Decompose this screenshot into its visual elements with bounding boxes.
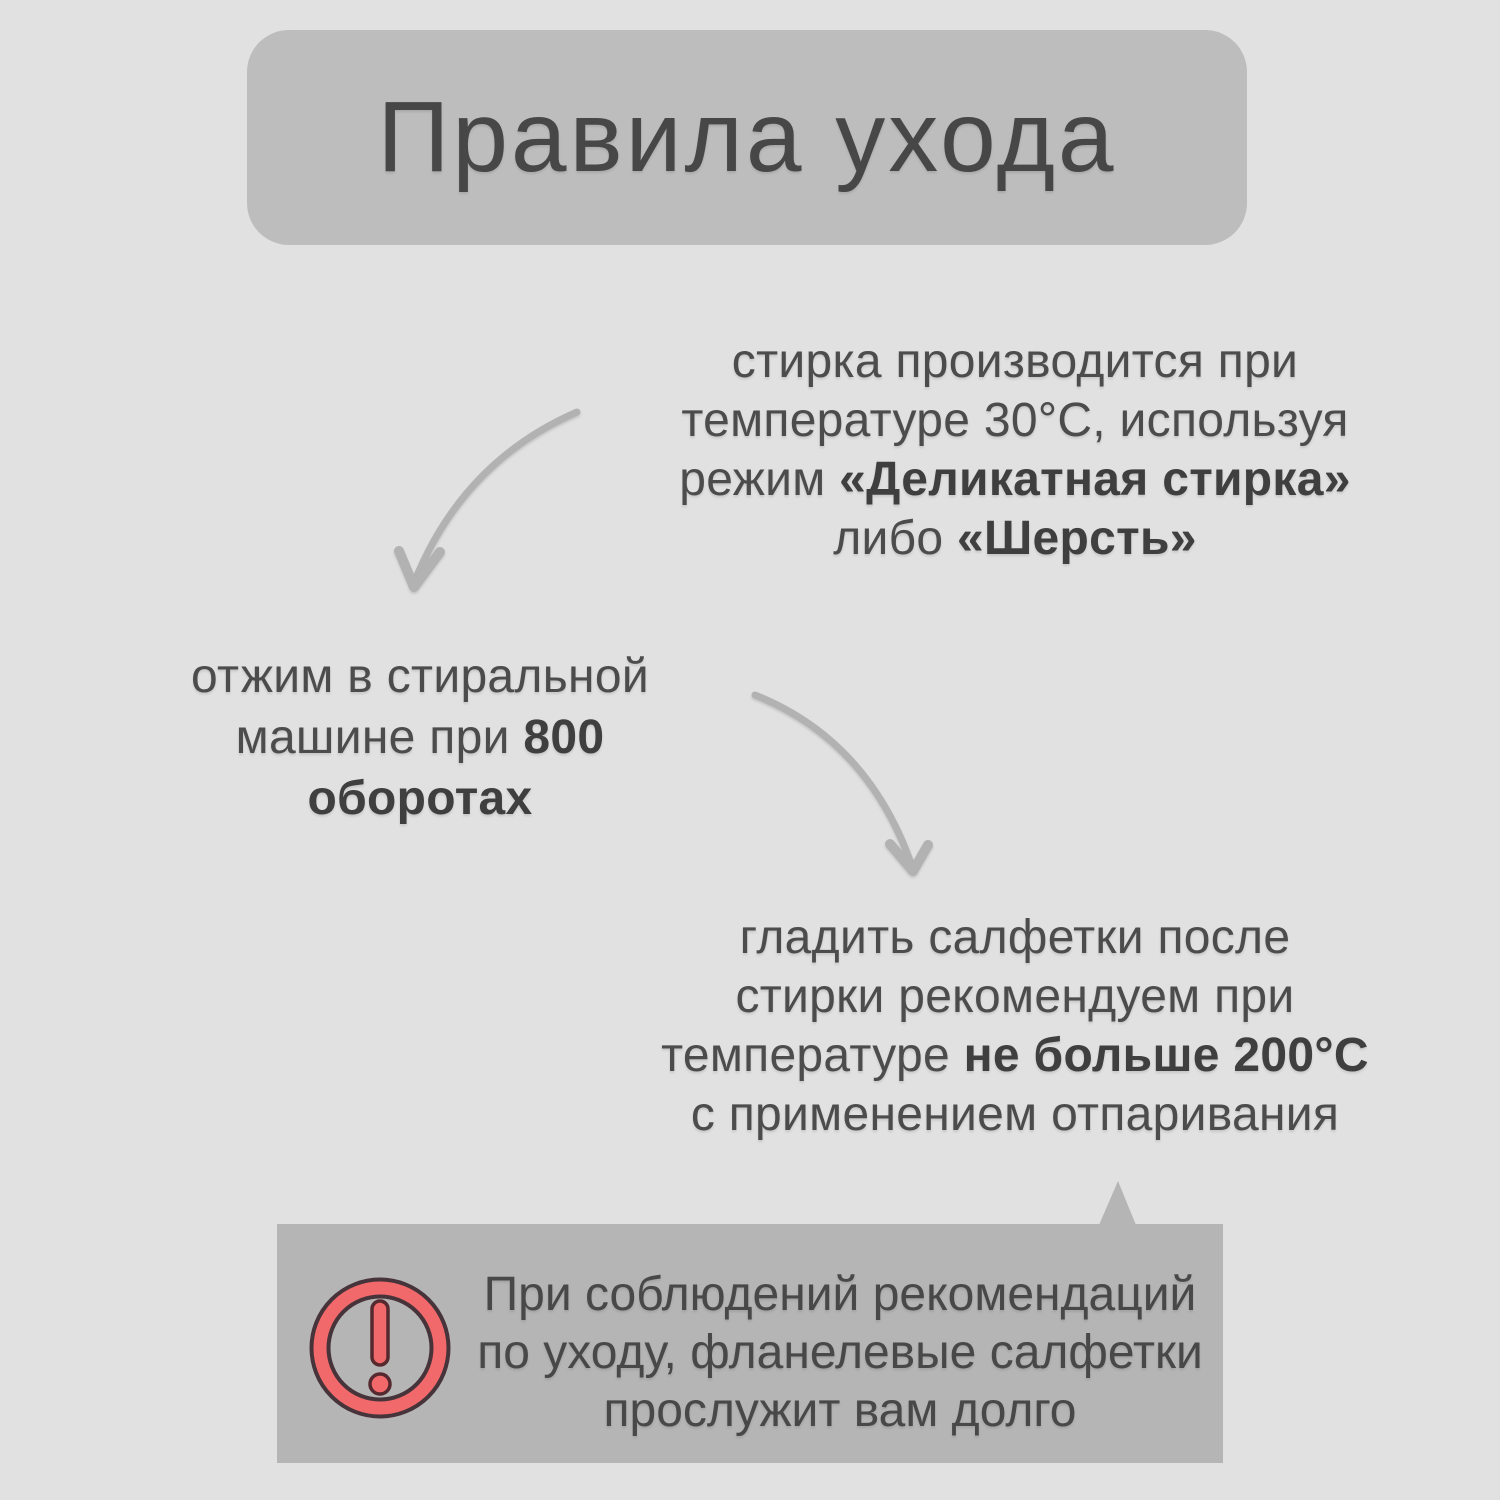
- step-spin-text: [135, 646, 705, 829]
- step-wash-line4-bold: «Шерсть»: [957, 512, 1197, 565]
- step-iron-text: [615, 908, 1415, 1144]
- step-iron-line3-bold: не больше 200°С: [963, 1029, 1369, 1082]
- step-wash-line2: температуре 30°С, используя: [681, 394, 1349, 447]
- step-spin-line3: [135, 768, 705, 829]
- callout-line2: по уходу, фланелевые салфетки: [477, 1326, 1203, 1379]
- page-title: Правила ухода: [377, 81, 1117, 193]
- step-spin-line3-bold: оборотах: [307, 772, 533, 825]
- step-wash-line3-bold: «Деликатная стирка»: [839, 453, 1351, 506]
- warning-icon-wrap: [305, 1273, 455, 1423]
- step-iron-line3: [615, 1026, 1415, 1085]
- step-wash-line4-prefix: либо: [833, 512, 958, 565]
- step-wash-line1: стирка производится при: [731, 335, 1299, 388]
- step-spin-line2: [135, 707, 705, 768]
- step-iron-line3-prefix: температуре: [661, 1029, 964, 1082]
- step-spin-line1: отжим в стиральной: [191, 650, 649, 703]
- step-spin-line2-bold: 800: [523, 711, 605, 764]
- callout-tail: [1099, 1181, 1136, 1225]
- callout-line3: прослужит вам долго: [603, 1384, 1077, 1437]
- step-wash-line4: [630, 509, 1400, 568]
- callout-text: [470, 1266, 1210, 1440]
- step-iron-line2: стирки рекомендуем при: [735, 970, 1295, 1023]
- step-spin-line2-prefix: машине при: [235, 711, 524, 764]
- title-banner: [247, 30, 1247, 245]
- callout-line1: При соблюдений рекомендаций: [483, 1268, 1197, 1321]
- step-iron-line4: с применением отпаривания: [690, 1088, 1340, 1141]
- step-iron-line1: гладить салфетки после: [739, 911, 1291, 964]
- step-wash-line3: [630, 450, 1400, 509]
- step-wash-line3-prefix: режим: [679, 453, 840, 506]
- step-wash-text: [630, 332, 1400, 568]
- warning-exclamation-icon: [305, 1273, 455, 1423]
- curved-arrow-down-left-icon: [385, 395, 600, 610]
- curved-arrow-down-right-icon: [745, 685, 945, 885]
